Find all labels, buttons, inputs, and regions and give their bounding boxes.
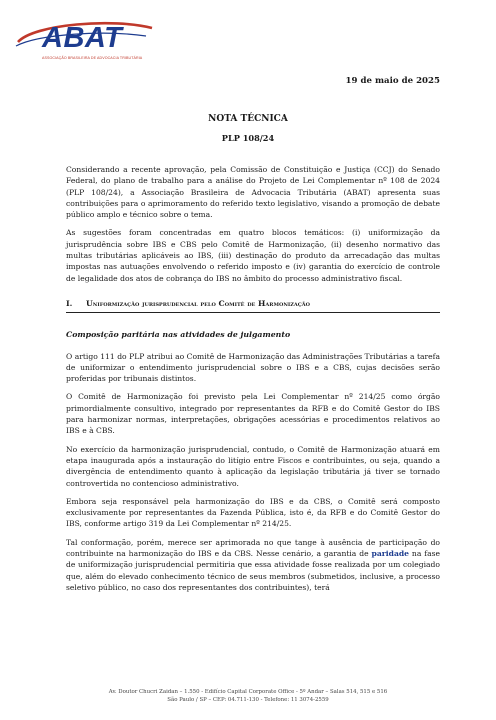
- paragraph-text: na fase de uniformização jurisprudencial permitiria que essa atividade fosse realizada por um colegiado que, além do elevado conhecimento técnico de seus membros (submetidos, inclusive, a processo seletivo público, no caso dos representantes dos contribuintes), terá: [66, 549, 440, 592]
- section-heading: [66, 298, 440, 313]
- body-paragraph-3: No exercício da harmonização jurisprudencial, contudo, o Comitê de Harmonização atuará em etapa inaugurada após a instauração do litígio entre Fiscos e contribuintes, ou seja, quando a divergência de entendimento quanto à aplicação da legislação tributária já tiver se tornado controvertida no contencioso administrativo.: [66, 444, 440, 488]
- paragraph-text: Tal conformação, porém, merece ser aprimorada no que tange à ausência de participação do contribuinte na harmonização do IBS e da CBS. Nesse cenário, a garantia de: [66, 537, 440, 559]
- body-paragraph-5: [66, 537, 440, 593]
- section-title: Uniformização jurisprudencial pelo Comitê de Harmonização: [86, 298, 310, 308]
- document-title: NOTA TÉCNICA: [208, 114, 288, 124]
- footer-contact: São Paulo / SP – CEP: 04.711-130 - Telefone: 11 3074-2559: [167, 697, 329, 703]
- intro-paragraph-2: As sugestões foram concentradas em quatro blocos temáticos: (i) uniformização da jurisprudência sobre IBS e CBS pelo Comitê de Harmonização, (ii) desenho normativo das multas tributárias aplicáveis ao IBS, (iii) destinação do produto da arrecadação das multas impostas nas autuações envolvendo o referido imposto e (iv) garantia do exercício de controle de legalidade dos atos de cobrança do IBS no âmbito do processo administrativo fiscal.: [66, 228, 440, 283]
- document-subtitle: PLP 108/24: [221, 133, 275, 143]
- logo-wordmark: ABAT: [42, 22, 123, 54]
- body-paragraph-1: O artigo 111 do PLP atribui ao Comitê de Harmonização das Administrações Tributárias a tarefa de uniformizar o entendimento jurisprudencial sobre o IBS e a CBS, cujas decisões serão proferidas por tribunais distintos.: [66, 351, 440, 384]
- document-date: 19 de maio de 2025: [345, 76, 440, 86]
- footer-address: Av. Doutor Chucri Zaidan – 1.550 - Edifício Capital Corporate Office - 5º Andar – Salas 514, 515 e 516: [108, 689, 388, 695]
- abat-logo: [14, 16, 154, 68]
- body-paragraph-2: O Comitê de Harmonização foi previsto pela Lei Complementar nº 214/25 como órgão primordialmente consultivo, integrado por representantes da RFB e do Comitê Gestor do IBS para harmonizar normas, interpretações, obrigações acessórias e procedimentos relativos ao IBS e à CBS.: [66, 392, 440, 436]
- logo-tagline: ASSOCIAÇÃO BRASILEIRA DE ADVOCACIA TRIBUTÁRIA: [42, 56, 143, 60]
- highlighted-term: paridade: [371, 549, 410, 559]
- document-body: [66, 164, 440, 600]
- page-footer: [0, 688, 496, 704]
- section-number: I.: [66, 298, 73, 308]
- body-paragraph-4: Embora seja responsável pela harmonização do IBS e da CBS, o Comitê será composto exclusivamente por representantes da Fazenda Pública, isto é, da RFB e do Comitê Gestor do IBS, conforme artigo 319 da Lei Complementar nº 214/25.: [66, 496, 440, 529]
- intro-paragraph-1: Considerando a recente aprovação, pela Comissão de Constituição e Justiça (CCJ) do Senado Federal, do plano de trabalho para a análise do Projeto de Lei Complementar nº 108 de 2024 (PLP 108/24), a Associação Brasileira de Advocacia Tributária (ABAT) apresenta suas contribuições para o aprimoramento do referido texto legislativo, visando a promoção de debate público amplo e técnico sobre o tema.: [66, 165, 440, 220]
- subsection-heading: Composição paritária nas atividades de julgamento: [66, 330, 291, 340]
